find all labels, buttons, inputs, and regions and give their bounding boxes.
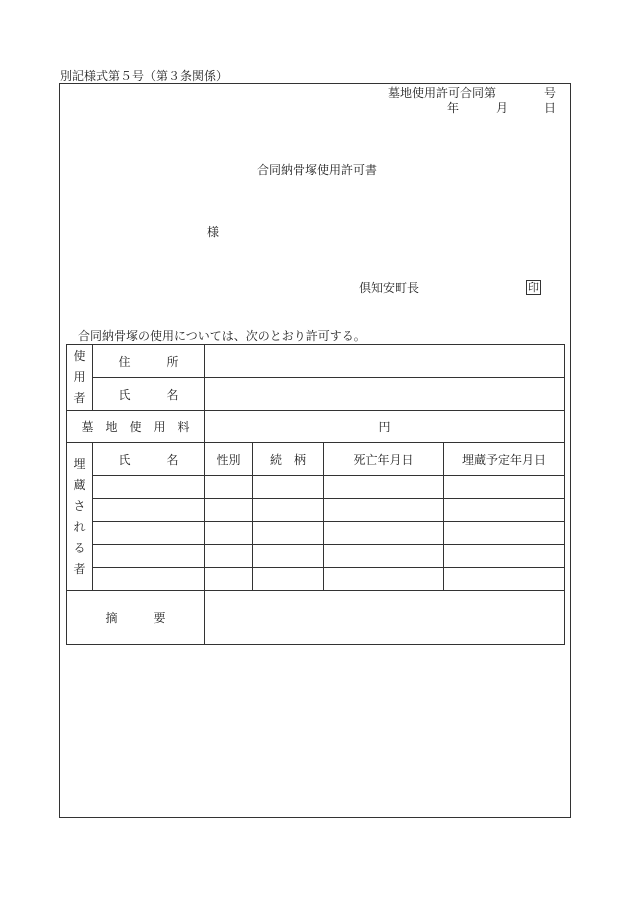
date-month: 月 (496, 101, 509, 115)
fee-field (205, 411, 565, 443)
user-name-label: 氏 名 (93, 378, 205, 411)
column-header-relationship: 続 柄 (253, 443, 324, 476)
intro-text: 合同納骨塚の使用については、次のとおり許可する。 (78, 329, 366, 343)
permit-number-prefix: 墓地使用許可合同第 (388, 86, 497, 100)
buried-label-char: さ (73, 498, 86, 513)
user-label-char: 用 (73, 370, 86, 384)
user-label-char: 使 (73, 349, 86, 363)
document-title: 合同納骨塚使用許可書 (257, 163, 378, 177)
column-header-name: 氏 名 (93, 443, 205, 476)
date-year: 年 (447, 101, 460, 115)
user-label-char: 者 (73, 391, 86, 405)
buried-label-char: 埋 (73, 456, 86, 471)
issuer-name: 倶知安町長 (359, 281, 420, 295)
buried-group-label (67, 443, 93, 591)
column-header-burial-date: 埋蔵予定年月日 (444, 443, 565, 476)
fee-label: 墓 地 使 用 料 (67, 411, 205, 443)
date-day: 日 (544, 101, 557, 115)
table-row (67, 522, 565, 545)
buried-label-char: 者 (73, 561, 86, 576)
table-row (67, 545, 565, 568)
buried-label-char: る (73, 540, 86, 555)
table-row (67, 568, 565, 591)
column-header-sex: 性別 (205, 443, 253, 476)
address-label: 住 所 (93, 345, 205, 378)
permit-table (66, 344, 565, 645)
remarks-label: 摘 要 (67, 591, 205, 645)
user-group-label (67, 345, 93, 411)
buried-label-char: 蔵 (73, 477, 86, 492)
buried-label-char: れ (73, 519, 86, 534)
form-label: 別記様式第５号（第３条関係） (60, 69, 229, 83)
addressee-suffix: 様 (207, 225, 220, 239)
remarks-field (205, 591, 565, 645)
fee-unit: 円 (378, 420, 391, 434)
table-row (67, 476, 565, 499)
permit-number-suffix: 号 (544, 86, 557, 100)
address-field (205, 345, 565, 378)
table-row (67, 499, 565, 522)
user-name-field (205, 378, 565, 411)
seal-mark: 印 (528, 281, 539, 294)
column-header-death-date: 死亡年月日 (324, 443, 444, 476)
